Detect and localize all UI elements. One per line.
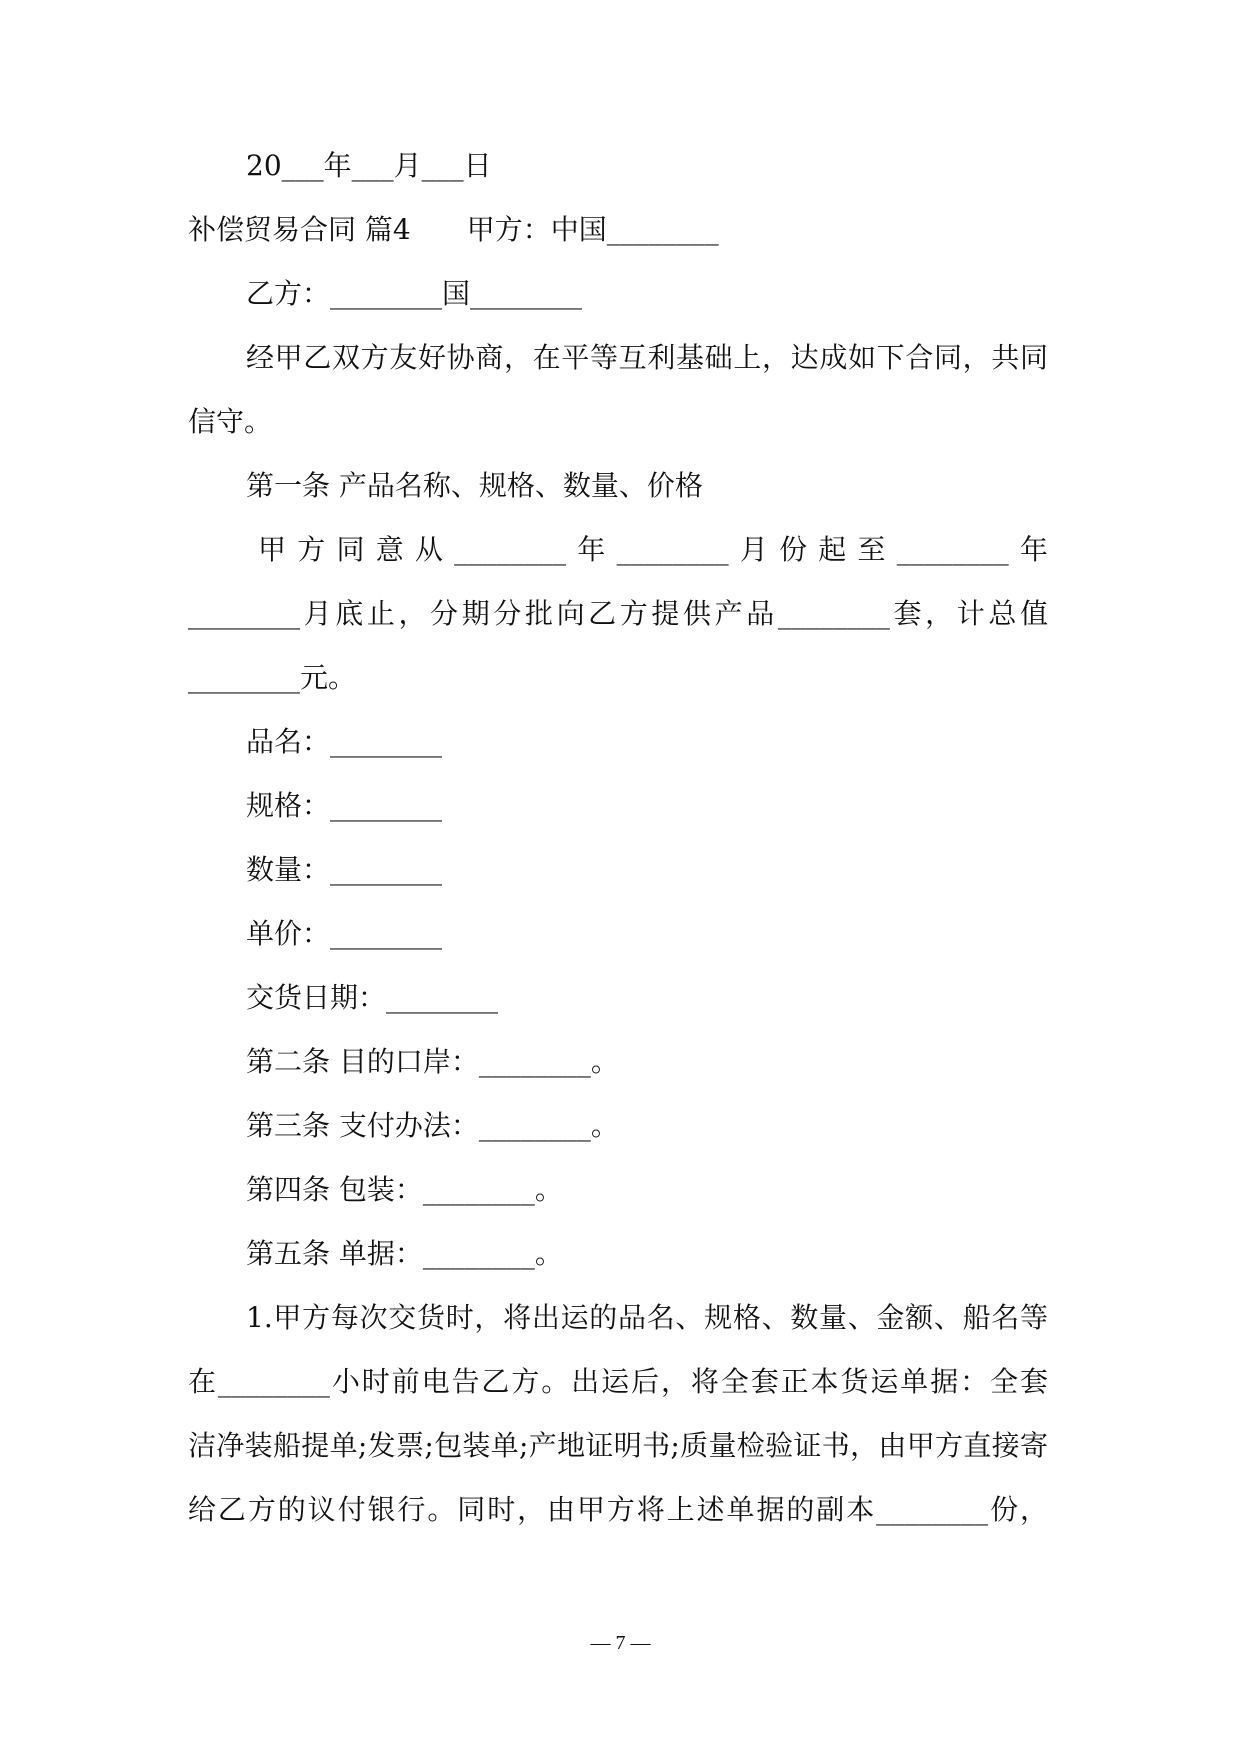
spec-field: 规格：________ <box>246 789 443 822</box>
article-5-line: 第五条 单据：________。 <box>246 1237 563 1270</box>
article-2-line: 第二条 目的口岸：________。 <box>246 1045 619 1078</box>
intro-paragraph-line-1: 经甲乙双方友好协商，在平等互利基础上，达成如下合同，共同 <box>246 341 1048 374</box>
article-1-line-3: ________元。 <box>188 661 357 694</box>
article-1-line-1: 甲方同意从________年________月份起至________年 <box>258 533 1048 566</box>
date-line: 20___年___月___日 <box>246 149 492 182</box>
delivery-date-field: 交货日期：________ <box>246 981 499 1014</box>
article-4-line: 第四条 包装：________。 <box>246 1173 563 1206</box>
clause-1-line-2: 在________小时前电告乙方。出运后，将全套正本货运单据：全套 <box>188 1365 1048 1398</box>
clause-1-line-1: 1.甲方每次交货时，将出运的品名、规格、数量、金额、船名等 <box>246 1301 1048 1334</box>
article-3-line: 第三条 支付办法：________。 <box>246 1109 619 1142</box>
product-name-field: 品名：________ <box>246 725 443 758</box>
article-1-line-2: ________月底止，分期分批向乙方提供产品________套，计总值 <box>188 597 1048 630</box>
contract-title-line: 补偿贸易合同 篇4 甲方：中国________ <box>188 213 719 246</box>
quantity-field: 数量：________ <box>246 853 443 886</box>
party-b-line: 乙方：________国________ <box>246 277 583 310</box>
clause-1-line-4: 给乙方的议付银行。同时，由甲方将上述单据的副本________份， <box>188 1493 1048 1526</box>
page-number: — 7 — <box>590 1632 651 1654</box>
unit-price-field: 单价：________ <box>246 917 443 950</box>
article-1-heading: 第一条 产品名称、规格、数量、价格 <box>246 469 703 502</box>
clause-1-line-3: 洁净装船提单;发票;包装单;产地证明书;质量检验证书，由甲方直接寄 <box>188 1429 1048 1462</box>
intro-paragraph-line-2: 信守。 <box>188 405 273 438</box>
